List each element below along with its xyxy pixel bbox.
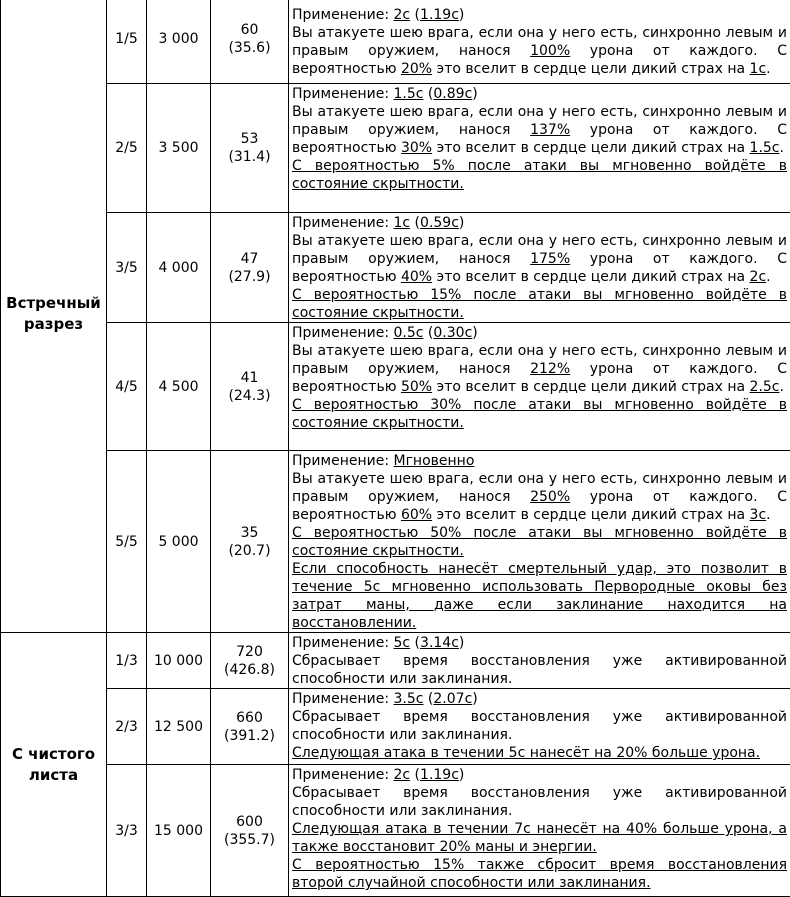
mana-value: 41: [211, 369, 288, 387]
desc-text: это вселит в сердце цели дикий страх на: [432, 507, 749, 523]
mana-value: 660: [211, 709, 288, 727]
desc-text: Сбрасывает время восстановления уже активированной способности или заклинания.: [292, 652, 787, 688]
rank-mana: [211, 84, 289, 213]
rank-cost: 10 000: [147, 633, 211, 689]
table-row: [1, 84, 790, 213]
rank-level: 5/5: [107, 451, 147, 633]
cast-time-alt: 3.14с: [420, 635, 459, 651]
desc-text: .: [780, 379, 784, 395]
fear-chance: 60%: [401, 507, 432, 523]
rank-description: Применение: 1.5с (0.89с) Вы атакуете шею врага, если она у него есть, синхронно левым и правым оружием, нанося 137% урона от каждого. С вероятностью 30% это вселит в сердце цели дикий страх на 1.5с. С вероятностью 5% после атаки вы мгновенно войдёте в состояние скрытности.: [289, 84, 790, 213]
bonus-effect: Следующая атака в течении 5с нанесёт на 20% больше урона.: [292, 744, 787, 762]
table-row: [1, 689, 790, 765]
rank-mana: [211, 213, 289, 323]
rank-level: 3/3: [107, 765, 147, 897]
damage-value: 100%: [530, 43, 570, 59]
cast-time: 3.5с: [394, 691, 424, 707]
mana-alt-value: (24.3): [211, 387, 288, 405]
cast-label: Применение:: [292, 215, 394, 231]
rank-cost: 12 500: [147, 689, 211, 765]
cast-label: Применение:: [292, 691, 394, 707]
rank-level: 2/5: [107, 84, 147, 213]
mana-alt-value: (31.4): [211, 148, 288, 166]
mana-alt-value: (35.6): [211, 39, 288, 57]
cast-time-alt: 0.30с: [433, 325, 472, 341]
desc-text: это вселит в сердце цели дикий страх на: [432, 269, 749, 285]
cast-label: Применение:: [292, 767, 394, 783]
cast-time: 1с: [394, 215, 411, 231]
desc-text: это вселит в сердце цели дикий страх на: [432, 379, 749, 395]
cast-time: 2с: [394, 7, 411, 23]
damage-value: 175%: [530, 251, 570, 267]
mana-value: 53: [211, 130, 288, 148]
fear-chance: 20%: [401, 61, 432, 77]
rank-mana: [211, 689, 289, 765]
desc-text: Сбрасывает время восстановления уже активированной способности или заклинания.: [292, 784, 787, 820]
desc-text: Сбрасывает время восстановления уже активированной способности или заклинания.: [292, 708, 787, 744]
fear-chance: 30%: [401, 140, 432, 156]
mana-value: 720: [211, 643, 288, 661]
mana-value: 35: [211, 524, 288, 542]
rank-level: 1/3: [107, 633, 147, 689]
cast-label: Применение:: [292, 453, 394, 469]
mana-alt-value: (20.7): [211, 542, 288, 560]
desc-text: урона от каждого. С вероятностью: [292, 122, 787, 156]
rank-cost: 5 000: [147, 451, 211, 633]
cast-time: 5с: [394, 635, 411, 651]
rank-level: 1/5: [107, 0, 147, 84]
fear-chance: 40%: [401, 269, 432, 285]
desc-text: урона от каждого. С вероятностью: [292, 489, 787, 523]
mana-alt-value: (355.7): [211, 831, 288, 849]
table-row: [1, 451, 790, 633]
bonus-effect: С вероятностью 30% после атаки вы мгновенно войдёте в состояние скрытности.: [292, 396, 787, 432]
rank-cost: 3 000: [147, 0, 211, 84]
rank-level: 3/5: [107, 213, 147, 323]
mana-alt-value: (391.2): [211, 727, 288, 745]
fear-duration: 3с: [750, 507, 767, 523]
cast-label: Применение:: [292, 86, 394, 102]
table-row: [1, 213, 790, 323]
desc-text: .: [766, 61, 770, 77]
mana-value: 600: [211, 813, 288, 831]
desc-text: .: [780, 140, 784, 156]
rank-level: 4/5: [107, 323, 147, 451]
cast-time: Мгновенно: [394, 453, 475, 469]
table-row: [1, 765, 790, 897]
rank-description: Применение: 2с (1.19с) Вы атакуете шею врага, если она у него есть, синхронно левым и правым оружием, нанося 100% урона от каждого. С вероятностью 20% это вселит в сердце цели дикий страх на 1с.: [289, 0, 790, 84]
desc-text: урона от каждого. С вероятностью: [292, 43, 787, 77]
fear-duration: 1.5с: [750, 140, 780, 156]
mana-value: 47: [211, 250, 288, 268]
desc-text: это вселит в сердце цели дикий страх на: [432, 140, 749, 156]
table-row: [1, 0, 790, 84]
rank-mana: [211, 451, 289, 633]
bonus-effect: С вероятностью 15% также сбросит время восстановления второй случайной способности или заклинания.: [292, 856, 787, 892]
desc-text: Вы атакуете шею врага, если она у него есть, синхронно левым и правым оружием, нанося: [292, 25, 787, 59]
rank-description: Применение: 3.5с (2.07с) Сбрасывает время восстановления уже активированной способности или заклинания. Следующая атака в течении 5с нанесёт на 20% больше урона.: [289, 689, 790, 765]
cast-label: Применение:: [292, 635, 394, 651]
table-row: [1, 323, 790, 451]
mana-value: 60: [211, 21, 288, 39]
rank-mana: [211, 765, 289, 897]
rank-cost: 4 500: [147, 323, 211, 451]
desc-text: .: [766, 269, 770, 285]
cast-time-alt: 0.59с: [420, 215, 459, 231]
skill-name: С чистого листа: [1, 633, 107, 897]
rank-mana: [211, 0, 289, 84]
rank-cost: 3 500: [147, 84, 211, 213]
cast-time: 2с: [394, 767, 411, 783]
cast-label: Применение:: [292, 7, 394, 23]
bonus-effect: Если способность нанесёт смертельный удар, это позволит в течение 5с мгновенно использовать Первородные оковы без затрат маны, даже если заклинание находится на восстановлении.: [292, 560, 787, 632]
rank-description: Применение: 1с (0.59с) Вы атакуете шею врага, если она у него есть, синхронно левым и правым оружием, нанося 175% урона от каждого. С вероятностью 40% это вселит в сердце цели дикий страх на 2с. С вероятностью 15% после атаки вы мгновенно войдёте в состояние скрытности.: [289, 213, 790, 323]
desc-text: это вселит в сердце цели дикий страх на: [432, 61, 749, 77]
desc-text: Вы атакуете шею врага, если она у него есть, синхронно левым и правым оружием, нанося: [292, 471, 787, 505]
fear-duration: 2с: [750, 269, 767, 285]
fear-duration: 2.5с: [750, 379, 780, 395]
desc-text: урона от каждого. С вероятностью: [292, 251, 787, 285]
rank-description: [289, 451, 790, 633]
rank-cost: 4 000: [147, 213, 211, 323]
desc-text: Вы атакуете шею врага, если она у него есть, синхронно левым и правым оружием, нанося: [292, 233, 787, 267]
damage-value: 137%: [530, 122, 570, 138]
rank-description: Применение: 2с (1.19с) Сбрасывает время восстановления уже активированной способности или заклинания. Следующая атака в течении 7с нанесёт на 40% больше урона, а также восстановит 20% маны и энергии. С вероятностью 15% также сбросит время восстановления второй случайной способности или заклинания.: [289, 765, 790, 897]
rank-mana: [211, 323, 289, 451]
rank-mana: [211, 633, 289, 689]
desc-text: .: [766, 507, 770, 523]
cast-time: 0.5с: [394, 325, 424, 341]
bonus-effect: С вероятностью 15% после атаки вы мгновенно войдёте в состояние скрытности.: [292, 286, 787, 322]
mana-alt-value: (27.9): [211, 268, 288, 286]
cast-time-alt: 1.19с: [420, 767, 459, 783]
mana-alt-value: (426.8): [211, 661, 288, 679]
damage-value: 212%: [530, 361, 570, 377]
bonus-effect: С вероятностью 50% после атаки вы мгновенно войдёте в состояние скрытности.: [292, 524, 787, 560]
cast-label: Применение:: [292, 325, 394, 341]
cast-time: 1.5с: [394, 86, 424, 102]
desc-text: Вы атакуете шею врага, если она у него есть, синхронно левым и правым оружием, нанося: [292, 104, 787, 138]
rank-description: Применение: 0.5с (0.30с) Вы атакуете шею врага, если она у него есть, синхронно левым и правым оружием, нанося 212% урона от каждого. С вероятностью 50% это вселит в сердце цели дикий страх на 2.5с. С вероятностью 30% после атаки вы мгновенно войдёте в состояние скрытности.: [289, 323, 790, 451]
cast-time-alt: 1.19с: [420, 7, 459, 23]
desc-text: Вы атакуете шею врага, если она у него есть, синхронно левым и правым оружием, нанося: [292, 343, 787, 377]
desc-text: урона от каждого. С вероятностью: [292, 361, 787, 395]
rank-cost: 15 000: [147, 765, 211, 897]
rank-description: Применение: 5с (3.14с) Сбрасывает время восстановления уже активированной способности или заклинания.: [289, 633, 790, 689]
fear-duration: 1с: [750, 61, 767, 77]
bonus-effect: С вероятностью 5% после атаки вы мгновенно войдёте в состояние скрытности.: [292, 157, 787, 193]
bonus-effect: Следующая атака в течении 7с нанесёт на 40% больше урона, а также восстановит 20% маны и энергии.: [292, 820, 787, 856]
damage-value: 250%: [530, 489, 570, 505]
fear-chance: 50%: [401, 379, 432, 395]
table-row: [1, 633, 790, 689]
cast-time-alt: 2.07с: [433, 691, 472, 707]
cast-time-alt: 0.89с: [433, 86, 472, 102]
rank-level: 2/3: [107, 689, 147, 765]
skill-name: Встречный разрез: [1, 0, 107, 633]
